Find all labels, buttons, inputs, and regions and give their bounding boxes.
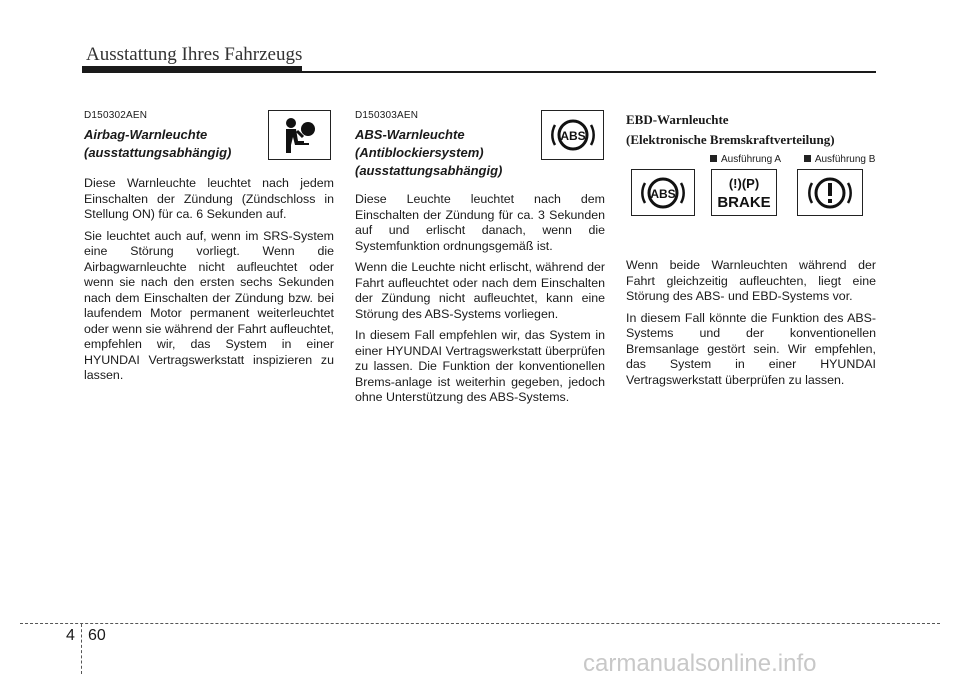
footer-rule [20, 623, 940, 624]
section-code: D150302AEN [84, 110, 148, 121]
svg-text:ABS: ABS [650, 186, 676, 201]
paragraph: Sie leuchtet auch auf, wenn im SRS-System eine Störung vorliegt. Wenn die Airbagwarnleuchte nicht aufleuchtet oder wenn sie nach den ersten sechs Sekunden nach dem Einschalten der Zündung bzw. bei laufendem Motor permanent weiterleuchtet oder wenn sie während der Fahrt aufleuchtet, empfehlen wir, das System in einer HYUNDAI Vertragswerkstatt inspizieren zu lassen. [84, 228, 334, 382]
airbag-warning-icon [268, 110, 331, 160]
brake-icon [714, 172, 774, 214]
ebd-abs-icon [631, 169, 695, 216]
page-number: 60 [88, 627, 106, 644]
abs-circle-icon [547, 115, 599, 155]
header-rule [302, 71, 876, 73]
paragraph: Wenn beide Warnleuchten während der Fahrt gleichzeitig aufleuchten, liegt eine Störung des ABS- und EBD-Systems vor. [626, 258, 876, 303]
section-heading: EBD-Warnleuchte (Elektronische Bremskraftverteilung) [626, 112, 835, 147]
paragraph: Diese Warnleuchte leuchtet nach jedem Einschalten der Zündung (Zündschloss in Stellung ON) für ca. 6 Sekunden auf. [84, 176, 334, 221]
abs-warning-icon [541, 110, 604, 160]
airbag-person-icon [278, 115, 322, 155]
paragraph: In diesem Fall könnte die Funktion des ABS-Systems und der konventionellen Bremsanlage gestört sein. Wir empfehlen, das System in einer HYUNDAI Vertragswerkstatt überprüfen zu lassen. [626, 310, 876, 387]
variant-legend [710, 154, 895, 165]
exclamation-circle-icon [804, 173, 856, 213]
paragraph: In diesem Fall empfehlen wir, das System in einer HYUNDAI Vertragswerkstatt überprüfen zu lassen. Die Funktion der konventionellen Brems-anlage ist weiterhin gegeben, jedoch ohne Unterstützung des ABS-Systems. [355, 328, 605, 404]
section-code: D150303AEN [355, 110, 419, 121]
page-header-title: Ausstattung Ihres Fahrzeugs [86, 44, 303, 65]
paragraph: Diese Leuchte leuchtet nach dem Einschalten der Zündung für ca. 3 Sekunden auf und erlischt danach, wenn die Systemfunktion ordnungsgemäß ist. [355, 192, 605, 253]
chapter-number: 4 [66, 627, 75, 644]
legend-square-icon [804, 155, 811, 162]
legend-square-icon [710, 155, 717, 162]
paragraph: Wenn die Leuchte nicht erlischt, während der Fahrt aufleuchtet oder nach dem Einschalten der Zündung nicht aufleuchtet, kann eine Störung des ABS-Systems vorliegen. [355, 260, 605, 321]
svg-text:BRAKE: BRAKE [717, 193, 771, 211]
ebd-brake-warning-icon [797, 169, 863, 216]
watermark: carmanualsonline.info [583, 650, 817, 677]
abs-label: ABS [559, 129, 586, 143]
section-heading: Airbag-Warnleuchte (ausstattungsabhängig) [84, 127, 232, 160]
ebd-section [626, 110, 876, 394]
legend-item-a: Ausführung A [710, 154, 791, 165]
section-heading: ABS-Warnleuchte (Antiblockiersystem) (ausstattungsabhängig) [355, 127, 503, 178]
header-bar [82, 66, 302, 73]
abs-circle-icon [637, 173, 689, 213]
svg-text:(!)(P): (!)(P) [728, 175, 760, 191]
ebd-brake-icon [711, 169, 777, 216]
legend-item-b: Ausführung B [804, 154, 886, 165]
footer-divider [81, 624, 82, 674]
